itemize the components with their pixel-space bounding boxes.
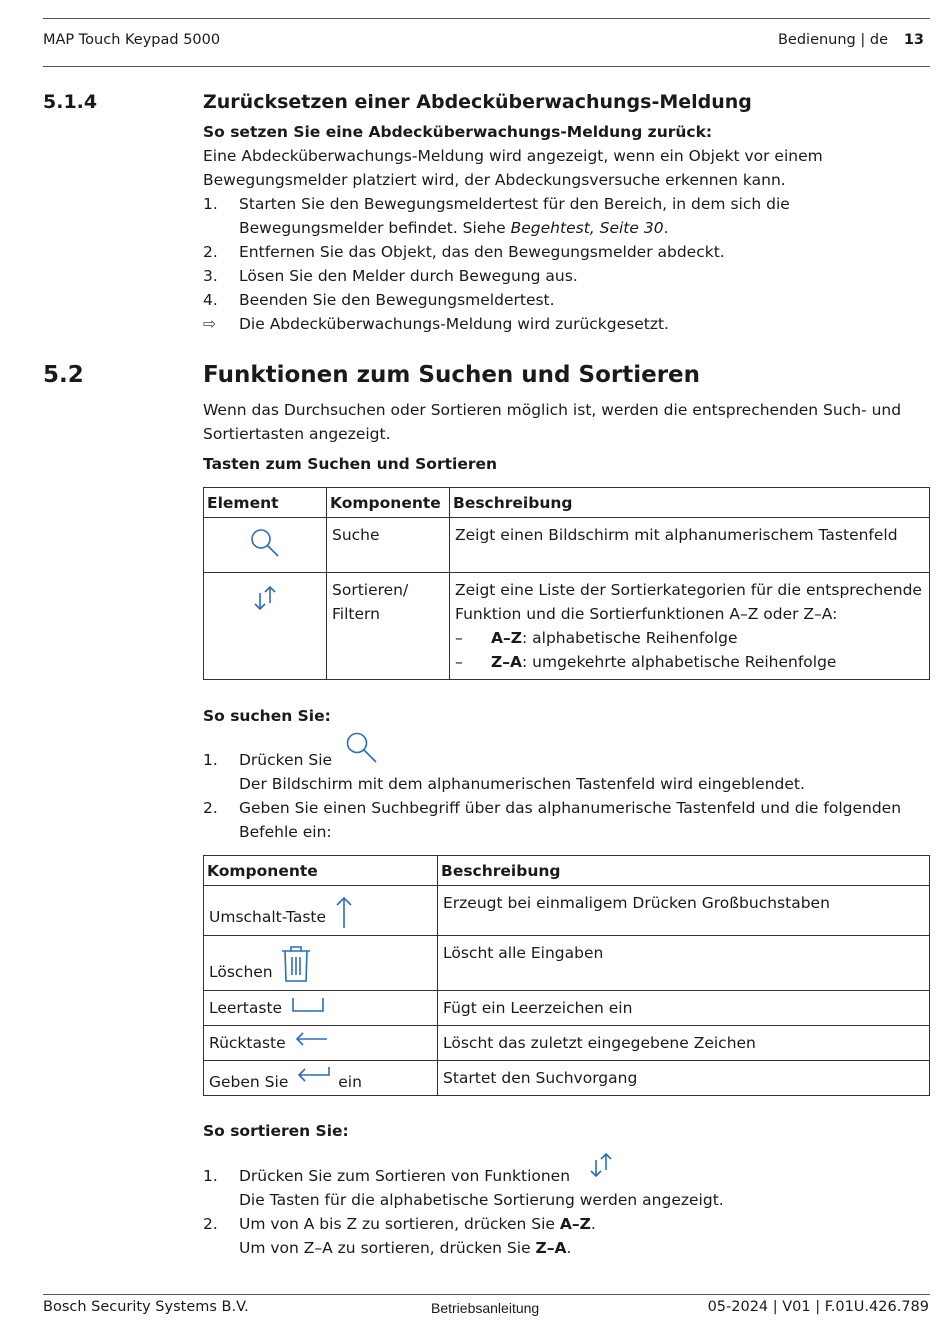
header-bottom-rule — [43, 66, 930, 67]
table-caption: Tasten zum Suchen und Sortieren — [203, 455, 498, 473]
table-cell-component: Rücktaste — [204, 1026, 438, 1061]
step-number: 4. — [203, 291, 218, 309]
step-number: 3. — [203, 267, 218, 285]
result-text: Die Abdecküberwachungs-Meldung wird zurückgesetzt. — [239, 315, 669, 333]
header-product: MAP Touch Keypad 5000 — [43, 32, 221, 48]
section-title-5-1-4: Zurücksetzen einer Abdecküberwachungs-Meldung — [203, 91, 752, 113]
table-cell-icon — [204, 518, 327, 573]
list-item: – A–Z: alphabetische Reihenfolge — [455, 629, 738, 647]
table-row — [204, 936, 930, 991]
step-text: Geben Sie einen Suchbegriff über das alphanumerische Tastenfeld und die folgenden — [239, 799, 902, 817]
table-cell-component: Geben Sie ein — [204, 1061, 438, 1096]
step-text: Um von A bis Z zu sortieren, drücken Sie A–Z. — [239, 1215, 596, 1233]
intro-text-line: Eine Abdecküberwachungs-Meldung wird angezeigt, wenn ein Objekt vor einem — [203, 147, 823, 165]
section-number-5-2: 5.2 — [43, 362, 84, 388]
header-page-number: 13 — [903, 32, 924, 48]
header-top-rule — [43, 18, 930, 19]
backspace-arrow-icon — [295, 1032, 329, 1046]
step-subtext: Der Bildschirm mit dem alphanumerischen Tastenfeld wird eingeblendet. — [239, 775, 805, 793]
table-header-description: Beschreibung — [438, 856, 930, 886]
procedure-heading-reset: So setzen Sie eine Abdecküberwachungs-Meldung zurück: — [203, 123, 713, 141]
footer-doc-type: Betriebsanleitung — [431, 1300, 540, 1316]
table-row — [204, 886, 930, 936]
section-title-5-2: Funktionen zum Suchen und Sortieren — [203, 362, 701, 388]
table-cell-description: Löscht das zuletzt eingegebene Zeichen — [438, 1026, 930, 1061]
step-number: 2. — [203, 1215, 218, 1233]
result-arrow-icon: ⇨ — [203, 315, 216, 333]
table-cell-description: Zeigt einen Bildschirm mit alphanumerischem Tastenfeld — [450, 518, 930, 573]
trash-icon — [280, 944, 312, 984]
procedure-heading-search: So suchen Sie: — [203, 707, 331, 725]
table-row — [204, 573, 930, 680]
step-number: 1. — [203, 751, 218, 769]
table-row — [204, 991, 930, 1026]
step-number: 1. — [203, 195, 218, 213]
intro-text-line: Sortiertasten angezeigt. — [203, 425, 391, 443]
step-text-continued: Befehle ein: — [239, 823, 332, 841]
step-text: Drücken Sie — [239, 751, 333, 769]
space-bar-icon — [291, 997, 325, 1013]
section-number-5-1-4: 5.1.4 — [43, 91, 98, 113]
step-text: Beenden Sie den Bewegungsmeldertest. — [239, 291, 555, 309]
search-icon — [248, 526, 282, 560]
search-sort-keys-table — [203, 487, 930, 680]
table-cell-description: Erzeugt bei einmaligem Drücken Großbuchstaben — [438, 886, 930, 936]
keypad-commands-table — [203, 855, 930, 1096]
enter-arrow-icon — [297, 1066, 331, 1084]
intro-text-line: Wenn das Durchsuchen oder Sortieren möglich ist, werden die entsprechenden Such- und — [203, 401, 902, 419]
step-text-continued: Bewegungsmelder befindet. Siehe Begehtest, Seite 30. — [239, 219, 669, 237]
table-header-description: Beschreibung — [450, 488, 930, 518]
footer-doc-ref: 05-2024 | V01 | F.01U.426.789 — [707, 1299, 929, 1315]
cross-reference-link[interactable]: Begehtest, Seite 30 — [510, 219, 664, 237]
table-header-component: Komponente — [327, 488, 450, 518]
intro-text-line: Bewegungsmelder platziert wird, der Abdeckungsversuche erkennen kann. — [203, 171, 786, 189]
table-cell-description: Fügt ein Leerzeichen ein — [438, 991, 930, 1026]
table-row — [204, 518, 930, 573]
step-text: Lösen Sie den Melder durch Bewegung aus. — [239, 267, 578, 285]
header-section: Bedienung | de — [777, 32, 888, 48]
sort-arrows-icon — [588, 1150, 614, 1180]
procedure-heading-sort: So sortieren Sie: — [203, 1122, 349, 1140]
step-text: Drücken Sie zum Sortieren von Funktionen — [239, 1167, 571, 1185]
footer-company: Bosch Security Systems B.V. — [43, 1299, 249, 1315]
footer-rule — [43, 1294, 930, 1295]
step-text-continued: Um von Z–A zu sortieren, drücken Sie Z–A. — [239, 1239, 572, 1257]
list-item: – Z–A: umgekehrte alphabetische Reihenfolge — [455, 653, 837, 671]
sort-arrows-icon — [252, 583, 278, 613]
table-header-element: Element — [204, 488, 327, 518]
search-icon — [344, 730, 380, 766]
table-row — [204, 1026, 930, 1061]
shift-arrow-icon — [333, 895, 355, 929]
table-header-component: Komponente — [204, 856, 438, 886]
step-text: Starten Sie den Bewegungsmeldertest für den Bereich, in dem sich die — [239, 195, 790, 213]
table-cell-component: Löschen — [204, 936, 438, 991]
step-text: Entfernen Sie das Objekt, das den Bewegungsmelder abdeckt. — [239, 243, 725, 261]
table-cell-description: Startet den Suchvorgang — [438, 1061, 930, 1096]
table-cell-component: Leertaste — [204, 991, 438, 1026]
table-row — [204, 1061, 930, 1096]
table-cell-description: Zeigt eine Liste der Sortierkategorien für die entsprechende Funktion und die Sortierfunktionen A–Z oder Z–A: – A–Z: alphabetische Reihenfolge – Z–A: umgekehrte alphabetische Reihenfolge — [450, 573, 930, 680]
table-cell-description: Löscht alle Eingaben — [438, 936, 930, 991]
table-cell-icon — [204, 573, 327, 680]
step-number: 1. — [203, 1167, 218, 1185]
step-number: 2. — [203, 243, 218, 261]
step-number: 2. — [203, 799, 218, 817]
table-cell-component: Suche — [327, 518, 450, 573]
table-cell-component: Umschalt-Taste — [204, 886, 438, 936]
table-cell-component: Sortieren/ Filtern — [327, 573, 450, 680]
step-subtext: Die Tasten für die alphabetische Sortierung werden angezeigt. — [239, 1191, 724, 1209]
